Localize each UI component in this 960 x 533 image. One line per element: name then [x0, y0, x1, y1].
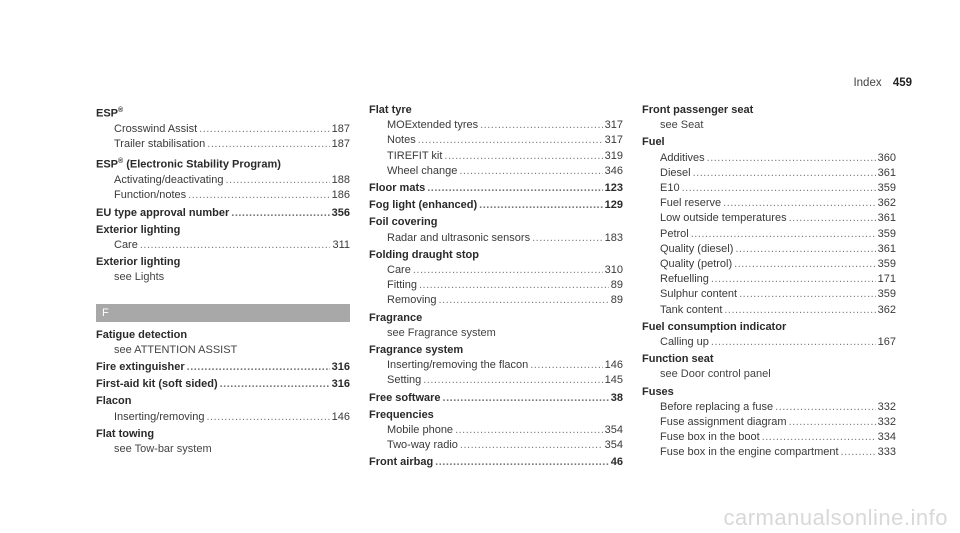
index-subentry[interactable]	[642, 415, 896, 430]
dot-leader	[207, 410, 330, 425]
page-ref: 316	[331, 378, 350, 391]
page-ref: 362	[877, 303, 896, 316]
dot-leader	[789, 415, 876, 430]
page-ref: 46	[610, 456, 623, 469]
entry-text: Fuse box in the boot	[660, 431, 760, 444]
see-text: see Fragrance system	[387, 326, 496, 339]
index-subentry[interactable]	[369, 358, 623, 373]
entry-text: Tank content	[660, 303, 723, 316]
index-term	[96, 394, 350, 409]
entry-text: Quality (diesel)	[660, 242, 734, 255]
index-subentry[interactable]	[369, 164, 623, 179]
page-ref: 123	[604, 182, 623, 195]
index-subentry[interactable]	[642, 445, 896, 460]
dot-leader	[735, 242, 875, 257]
dot-leader	[479, 198, 602, 213]
index-term-with-page[interactable]	[96, 377, 350, 392]
see-text: see Door control panel	[660, 368, 771, 381]
index-term	[642, 103, 896, 118]
dot-leader	[460, 438, 603, 453]
index-term	[96, 328, 350, 343]
dot-leader	[418, 133, 603, 148]
page-ref: 171	[877, 273, 896, 286]
page-ref: 129	[604, 199, 623, 212]
index-subentry[interactable]	[96, 410, 350, 425]
index-term-with-page[interactable]	[96, 360, 350, 375]
see-text: see Lights	[114, 271, 165, 284]
see-reference	[642, 118, 896, 133]
page-header	[853, 77, 912, 89]
term-text: ESP	[96, 107, 119, 120]
registered-mark: ®	[118, 158, 124, 166]
entry-text: Fire extinguisher	[96, 360, 185, 373]
term-text: Flat tyre	[369, 104, 412, 116]
index-subentry[interactable]	[369, 263, 623, 278]
index-subentry[interactable]	[369, 149, 623, 164]
index-term-with-page[interactable]	[369, 198, 623, 213]
index-subentry[interactable]	[369, 423, 623, 438]
entry-text: Notes	[387, 134, 416, 147]
entry-text: Setting	[387, 374, 422, 387]
section-letter: F	[102, 306, 109, 319]
term-text: Frequencies	[369, 408, 434, 421]
index-subentry[interactable]	[642, 272, 896, 287]
entry-text: EU type approval number	[96, 206, 230, 219]
entry-text: Activating/deactivating	[114, 174, 224, 187]
page-ref: 359	[877, 227, 896, 240]
page-ref: 319	[604, 149, 623, 162]
entry-text: Inserting/removing	[114, 410, 205, 423]
entry-text: Additives	[660, 151, 705, 164]
term-text: Fuses	[642, 385, 674, 398]
dot-leader	[188, 188, 329, 203]
index-subentry[interactable]	[642, 166, 896, 181]
page-ref: 354	[604, 424, 623, 437]
entry-text: TIREFIT kit	[387, 149, 443, 162]
index-subentry[interactable]	[96, 137, 350, 152]
term-text: Exterior lighting	[96, 223, 181, 236]
entry-text: MOExtended tyres	[387, 119, 479, 132]
entry-text: E10	[660, 182, 680, 195]
page-ref: 167	[877, 336, 896, 349]
dot-leader	[427, 181, 602, 196]
entry-text: Quality (petrol)	[660, 258, 733, 271]
term-text: Exterior lighting	[96, 256, 181, 269]
term-text-cont: (Electronic Stability Program)	[123, 158, 281, 171]
index-subentry[interactable]	[96, 238, 350, 253]
index-column-2	[369, 101, 623, 471]
page-ref: 361	[877, 166, 896, 179]
page-ref: 38	[610, 391, 623, 404]
dot-leader	[530, 358, 602, 373]
page-ref: 317	[604, 134, 623, 147]
dot-leader	[789, 211, 876, 226]
see-reference	[642, 367, 896, 382]
dot-leader	[691, 227, 876, 242]
index-term	[642, 385, 896, 400]
page-ref: 360	[877, 151, 896, 164]
dot-leader	[207, 137, 329, 152]
page-ref: 89	[610, 279, 623, 292]
dot-leader	[439, 293, 609, 308]
term-text: Fatigue detection	[96, 328, 188, 341]
page-ref: 316	[331, 360, 350, 373]
see-reference	[96, 442, 350, 457]
entry-text: Inserting/removing the flacon	[387, 359, 529, 372]
index-subentry[interactable]	[642, 211, 896, 226]
page-ref: 334	[877, 431, 896, 444]
index-subentry[interactable]	[642, 400, 896, 415]
index-term-with-page[interactable]	[96, 206, 350, 221]
dot-leader	[435, 455, 609, 470]
page-ref: 310	[604, 264, 623, 277]
index-subentry[interactable]	[369, 133, 623, 148]
page-ref: 183	[604, 231, 623, 244]
index-subentry[interactable]	[642, 242, 896, 257]
page-ref: 333	[877, 446, 896, 459]
page-ref: 359	[877, 288, 896, 301]
index-subentry[interactable]	[642, 303, 896, 318]
page-ref: 354	[604, 439, 623, 452]
entry-text: Function/notes	[114, 189, 187, 202]
index-subentry[interactable]	[642, 196, 896, 211]
index-term	[642, 320, 896, 335]
dot-leader	[762, 430, 876, 445]
entry-text: Crosswind Assist	[114, 122, 198, 135]
page-number: 459	[892, 77, 912, 89]
term-text: Front passenger seat	[642, 104, 754, 116]
index-subentry[interactable]	[96, 173, 350, 188]
index-term-with-page[interactable]	[369, 181, 623, 196]
index-term	[369, 103, 623, 118]
entry-text: Mobile phone	[387, 424, 454, 437]
page-ref: 89	[610, 294, 623, 307]
dot-leader	[225, 173, 329, 188]
entry-text: Petrol	[660, 227, 689, 240]
index-term	[96, 103, 350, 122]
index-subentry[interactable]	[369, 231, 623, 246]
dot-leader	[140, 238, 331, 253]
page-ref: 356	[331, 206, 350, 219]
entry-text: Diesel	[660, 166, 691, 179]
dot-leader	[711, 272, 876, 287]
index-subentry[interactable]	[642, 430, 896, 445]
index-term-with-page[interactable]	[369, 455, 623, 470]
index-term	[96, 154, 350, 173]
term-text: Flacon	[96, 395, 132, 408]
index-term	[642, 352, 896, 367]
dot-leader	[532, 231, 603, 246]
index-column-3	[642, 101, 896, 461]
entry-text: Fuel reserve	[660, 197, 722, 210]
index-subentry[interactable]	[369, 118, 623, 133]
dot-leader	[707, 151, 876, 166]
dot-leader	[455, 423, 603, 438]
term-text: Flat towing	[96, 427, 155, 440]
term-text: Fuel consumption indicator	[642, 320, 787, 333]
index-subentry[interactable]	[369, 373, 623, 388]
term-text: Function seat	[642, 353, 714, 366]
page-ref: 187	[331, 138, 350, 151]
dot-leader	[231, 206, 329, 221]
dot-leader	[724, 303, 875, 318]
dot-leader	[199, 122, 330, 137]
entry-text: Sulphur content	[660, 288, 738, 301]
term-text: Foil covering	[369, 216, 438, 229]
entry-text: Fog light (enhanced)	[369, 199, 478, 212]
entry-text: First-aid kit (soft sided)	[96, 378, 218, 391]
dot-leader	[711, 335, 876, 350]
dot-leader	[682, 181, 876, 196]
index-subentry[interactable]	[642, 151, 896, 166]
entry-text: Front airbag	[369, 456, 434, 469]
see-text: see ATTENTION ASSIST	[114, 343, 238, 356]
page-ref: 145	[604, 374, 623, 387]
dot-leader	[775, 400, 876, 415]
index-term	[96, 223, 350, 238]
page-ref: 188	[331, 174, 350, 187]
index-subentry[interactable]	[642, 257, 896, 272]
term-text: Fragrance	[369, 311, 423, 324]
page-ref: 332	[877, 400, 896, 413]
see-reference	[96, 343, 350, 358]
dot-leader	[444, 149, 602, 164]
entry-text: Trailer stabilisation	[114, 138, 206, 151]
entry-text: Fuse assignment diagram	[660, 416, 787, 429]
page-ref: 359	[877, 182, 896, 195]
index-term	[642, 135, 896, 150]
dot-leader	[459, 164, 602, 179]
index-term	[96, 427, 350, 442]
index-subentry[interactable]	[369, 293, 623, 308]
dot-leader	[723, 196, 876, 211]
index-column-1	[96, 101, 350, 457]
dot-leader	[423, 373, 602, 388]
index-subentry[interactable]	[96, 122, 350, 137]
term-text: Folding draught stop	[369, 248, 479, 261]
page-ref: 186	[331, 189, 350, 202]
entry-text: Before replacing a fuse	[660, 400, 774, 413]
watermark: carmanualsonline.info	[723, 505, 948, 530]
section-label: Index	[853, 77, 882, 89]
index-subentry[interactable]	[369, 278, 623, 293]
see-text: see Tow-bar system	[114, 442, 212, 455]
entry-text: Free software	[369, 391, 441, 404]
page-ref: 187	[331, 122, 350, 135]
page-ref: 361	[877, 212, 896, 225]
dot-leader	[419, 278, 609, 293]
see-text: see Seat	[660, 119, 704, 132]
entry-text: Floor mats	[369, 182, 426, 195]
entry-text: Fuse box in the engine compartment	[660, 446, 839, 459]
entry-text: Removing	[387, 294, 437, 307]
entry-text: Care	[387, 264, 411, 277]
see-reference	[369, 326, 623, 341]
dot-leader	[220, 377, 330, 392]
index-subentry[interactable]	[642, 181, 896, 196]
dot-leader	[187, 360, 330, 375]
dot-leader	[413, 263, 603, 278]
index-term	[369, 408, 623, 423]
entry-text: Radar and ultrasonic sensors	[387, 231, 531, 244]
index-term	[369, 311, 623, 326]
page-ref: 317	[604, 119, 623, 132]
term-text: Fragrance system	[369, 344, 464, 357]
dot-leader	[739, 287, 876, 302]
index-term	[369, 215, 623, 230]
entry-text: Calling up	[660, 336, 709, 349]
index-subentry[interactable]	[96, 188, 350, 203]
index-term	[369, 248, 623, 263]
page-ref: 146	[604, 359, 623, 372]
term-text: Fuel	[642, 136, 665, 149]
page-ref: 146	[331, 410, 350, 423]
dot-leader	[480, 118, 603, 133]
index-subentry[interactable]	[642, 227, 896, 242]
term-text: ESP	[96, 158, 119, 171]
entry-text: Care	[114, 238, 138, 251]
entry-text: Two-way radio	[387, 439, 458, 452]
page-ref: 332	[877, 416, 896, 429]
entry-text: Wheel change	[387, 164, 458, 177]
registered-mark: ®	[118, 107, 124, 114]
page-ref: 361	[877, 242, 896, 255]
index-subentry[interactable]	[642, 335, 896, 350]
index-term-with-page[interactable]	[369, 391, 623, 406]
index-subentry[interactable]	[642, 287, 896, 302]
dot-leader	[734, 257, 876, 272]
index-subentry[interactable]	[369, 438, 623, 453]
dot-leader	[443, 391, 609, 406]
entry-text: Fitting	[387, 279, 417, 292]
page-ref: 359	[877, 258, 896, 271]
page-ref: 362	[877, 197, 896, 210]
dot-leader	[693, 166, 876, 181]
dot-leader	[841, 445, 876, 460]
section-letter-bar	[96, 304, 350, 322]
index-term	[369, 343, 623, 358]
entry-text: Low outside temperatures	[660, 212, 787, 225]
entry-text: Refuelling	[660, 273, 709, 286]
see-reference	[96, 270, 350, 285]
page-ref: 346	[604, 164, 623, 177]
page-ref: 311	[332, 238, 350, 251]
index-term	[96, 255, 350, 270]
